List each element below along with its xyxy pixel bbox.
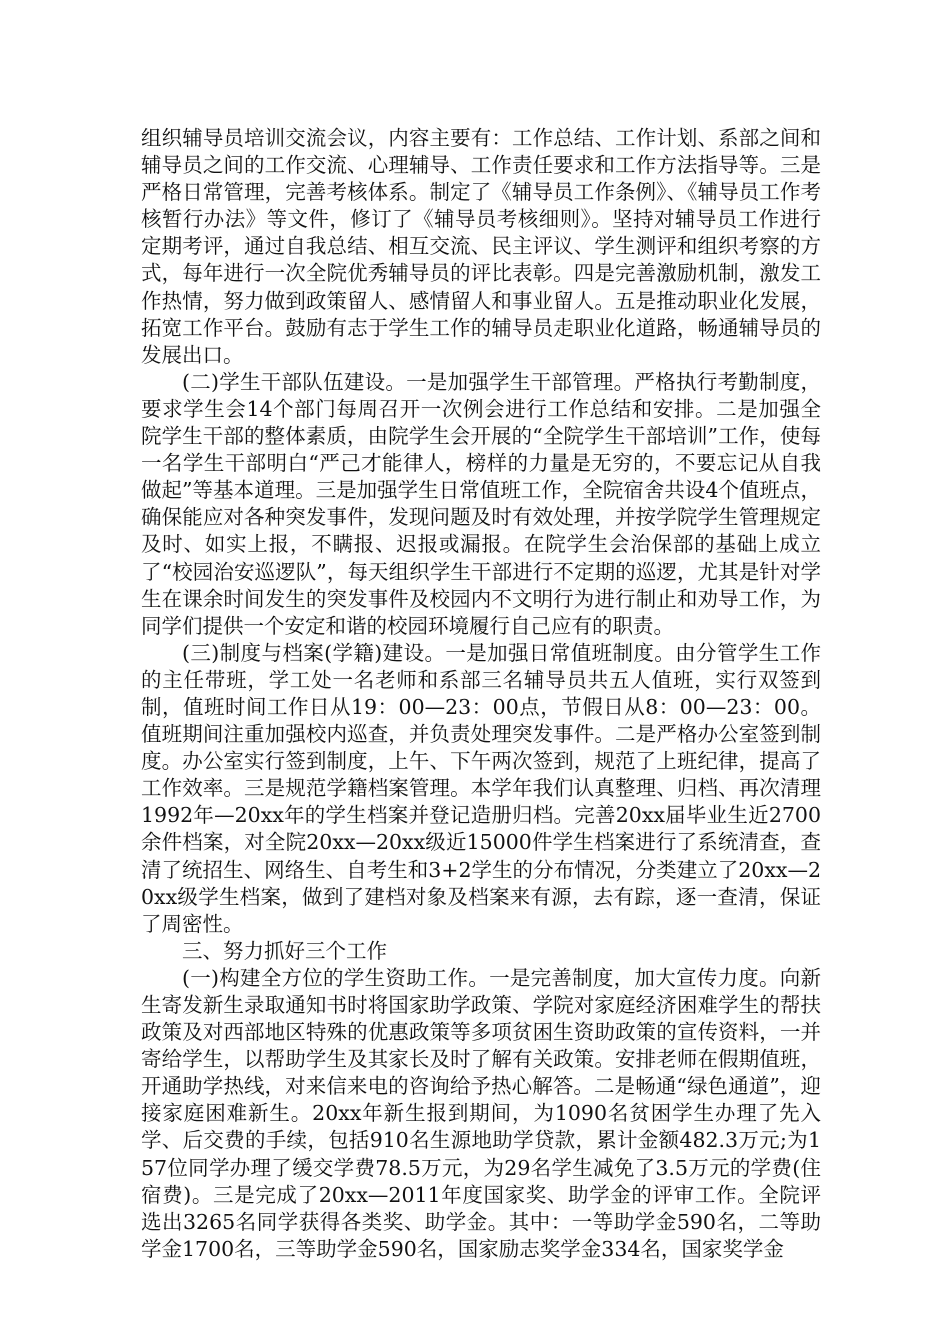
paragraph-student-cadre: (二)学生干部队伍建设。一是加强学生干部管理。严格执行考勤制度，要求学生会14个部门每周召开一次例会进行工作总结和安排。二是加强全院学生干部的整体素质，由院学生会开展的“全院学生干部培训”工作，使每一名学生干部明白“严己才能律人，榜样的力量是无穷的，不要忘记从自我做起”等基本道理。三是加强学生日常值班工作，全院宿舍共设4个值班点，确保能应对各种突发事件，发现问题及时有效处理，并按学院学生管理规定及时、如实上报，不瞒报、迟报或漏报。在院学生会治保部的基础上成立了“校园治安巡逻队”，每天组织学生干部进行不定期的巡逻，尤其是针对学生在课余时间发生的突发事件及校园内不文明行为进行制止和劝导工作，为同学们提供一个安定和谐的校园环境履行自己应有的职责。 — [141, 369, 821, 638]
paragraph-student-aid: (一)构建全方位的学生资助工作。一是完善制度，加大宣传力度。向新生寄发新生录取通知书时将国家助学政策、学院对家庭经济困难学生的帮扶政策及对西部地区特殊的优惠政策等多项贫困生资助政策的宣传资料，一并寄给学生，以帮助学生及其家长及时了解有关政策。安排老师在假期值班，开通助学热线，对来信来电的咨询给予热心解答。二是畅通“绿色通道”，迎接家庭困难新生。20xx年新生报到期间，为1090名贫困学生办理了先入学、后交费的手续，包括910名生源地助学贷款，累计金额482.3万元;为157位同学办理了缓交学费78.5万元，为29名学生减免了3.5万元的学费(住宿费)。三是完成了20xx—2011年度国家奖、助学金的评审工作。全院评选出3265名同学获得各类奖、助学金。其中：一等助学金590名，二等助学金1700名，三等助学金590名，国家励志奖学金334名，国家奖学金 — [141, 965, 821, 1261]
paragraph-archive-system: (三)制度与档案(学籍)建设。一是加强日常值班制度。由分管学生工作的主任带班，学工处一名老师和系部三名辅导员共五人值班，实行双签到制，值班时间工作日从19：00—23：00点，节假日从8：00—23：00。值班期间注重加强校内巡查，并负责处理突发事件。二是严格办公室签到制度。办公室实行签到制度，上午、下午两次签到，规范了上班纪律，提高了工作效率。三是规范学籍档案管理。本学年我们认真整理、归档、再次清理1992年—20xx年的学生档案并登记造册归档。完善20xx届毕业生近2700余件档案，对全院20xx—20xx级近15000件学生档案进行了系统清查，查清了统招生、网络生、自考生和3+2学生的分布情况，分类建立了20xx—20xx级学生档案，做到了建档对象及档案来有源，去有踪，逐一查清，保证了周密性。 — [141, 640, 821, 936]
document-page — [141, 125, 821, 1263]
section-heading-three-tasks: 三、努力抓好三个工作 — [182, 938, 387, 963]
paragraph-counselor-management: 组织辅导员培训交流会议，内容主要有：工作总结、工作计划、系部之间和辅导员之间的工作交流、心理辅导、工作责任要求和工作方法指导等。三是严格日常管理，完善考核体系。制定了《辅导员工作条例》、《辅导员工作考核暂行办法》等文件，修订了《辅导员考核细则》。坚持对辅导员工作进行定期考评，通过自我总结、相互交流、民主评议、学生测评和组织考察的方式，每年进行一次全院优秀辅导员的评比表彰。四是完善激励机制，激发工作热情，努力做到政策留人、感情留人和事业留人。五是推动职业化发展，拓宽工作平台。鼓励有志于学生工作的辅导员走职业化道路，畅通辅导员的发展出口。 — [141, 126, 821, 367]
